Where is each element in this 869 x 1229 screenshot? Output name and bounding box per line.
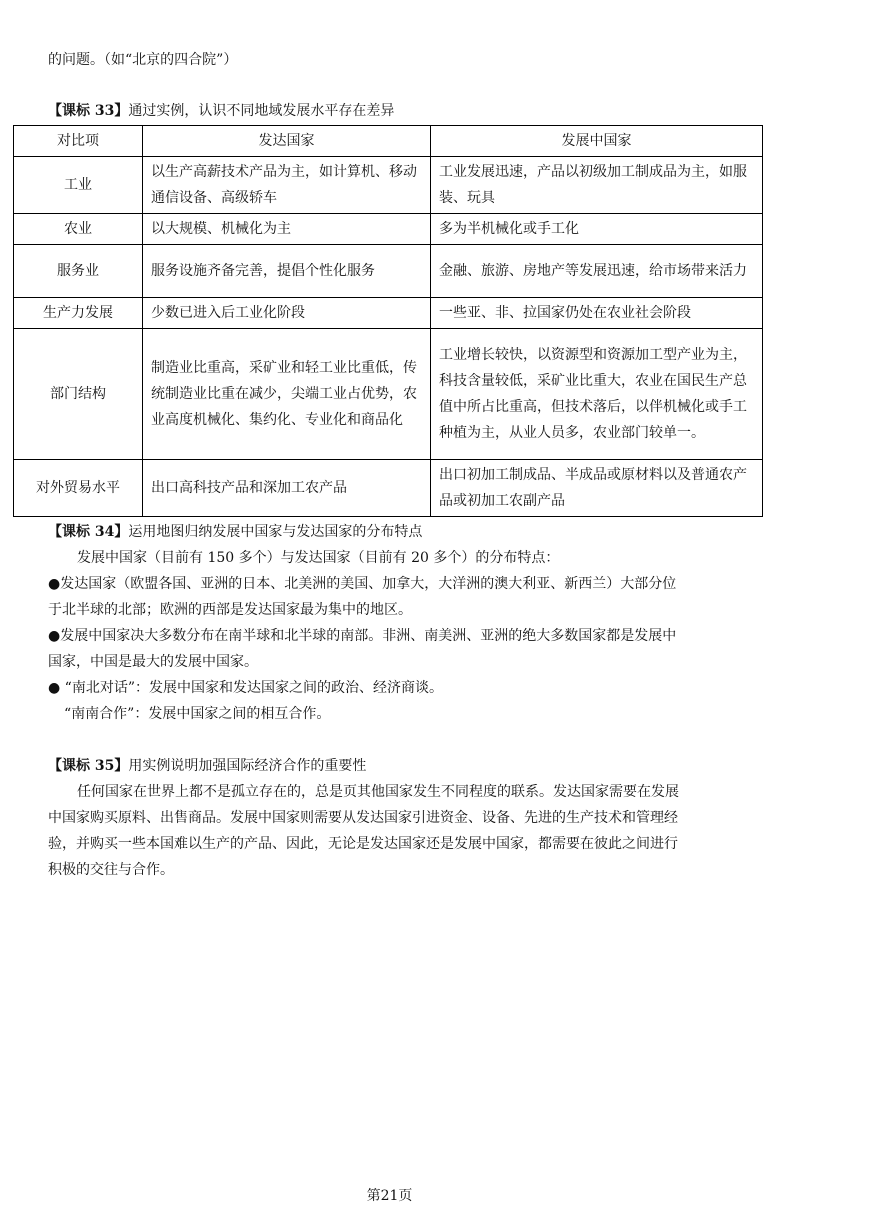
- section-33-label: 【课标 33】: [48, 103, 129, 119]
- section-35-heading: [48, 756, 366, 776]
- section-34-heading: [48, 522, 422, 542]
- table-row: [14, 245, 763, 298]
- table-cell: 工业: [14, 157, 143, 214]
- paragraph-line: 中国家购买原料、出售商品。发展中国家则需要从发达国家引进资金、设备、先进的生产技术和管理经: [48, 810, 678, 826]
- paragraph-line: ● “南北对话”：发展中国家和发达国家之间的政治、经济商谈。: [48, 680, 443, 696]
- table-cell: 部门结构: [14, 329, 143, 460]
- table-header: 发达国家: [143, 126, 431, 157]
- paragraph-line: ●发展中国家决大多数分布在南半球和北半球的南部。非洲、南美洲、亚洲的绝大多数国家都是发展中: [48, 628, 677, 644]
- table-cell: 以大规模、机械化为主: [143, 214, 431, 245]
- page-number: 第21页: [366, 1188, 413, 1204]
- paragraph-line: 积极的交往与合作。: [48, 862, 174, 878]
- table-cell: 服务设施齐备完善，提倡个性化服务: [143, 245, 431, 298]
- paragraph-line: ●发达国家（欧盟各国、亚洲的日本、北美洲的美国、加拿大，大洋洲的澳大利亚、新西兰）大部分位: [48, 576, 677, 592]
- table-cell: 生产力发展: [14, 298, 143, 329]
- section-33-heading: [48, 101, 394, 121]
- section-35-title: 用实例说明加强国际经济合作的重要性: [128, 758, 367, 774]
- paragraph-line: 验，并购买一些本国难以生产的产品、因此，无论是发达国家还是发展中国家，都需要在彼此之间进行: [48, 836, 678, 852]
- table-row: [14, 298, 763, 329]
- table-cell: 多为半机械化或手工化: [431, 214, 763, 245]
- table-header: 发展中国家: [431, 126, 763, 157]
- table-cell: 金融、旅游、房地产等发展迅速，给市场带来活力: [431, 245, 763, 298]
- table-row: [14, 460, 763, 517]
- comparison-table: [13, 125, 763, 517]
- table-cell: 服务业: [14, 245, 143, 298]
- section-33-title: 通过实例，认识不同地域发展水平存在差异: [128, 103, 395, 119]
- table-header: 对比项: [14, 126, 143, 157]
- paragraph-line: 发展中国家（目前有 150 多个）与发达国家（目前有 20 多个）的分布特点：: [77, 550, 560, 566]
- paragraph-line: 国家，中国是最大的发展中国家。: [48, 654, 258, 670]
- table-cell: 少数已进入后工业化阶段: [143, 298, 431, 329]
- table-row: [14, 157, 763, 214]
- table-cell: 出口高科技产品和深加工农产品: [143, 460, 431, 517]
- table-row: [14, 214, 763, 245]
- section-35-label: 【课标 35】: [48, 758, 129, 774]
- paragraph-line: 于北半球的北部；欧洲的西部是发达国家最为集中的地区。: [48, 602, 412, 618]
- table-cell: 对外贸易水平: [14, 460, 143, 517]
- paragraph-line: “南南合作”：发展中国家之间的相互合作。: [64, 706, 331, 722]
- table-row: [14, 329, 763, 460]
- table-cell: 出口初加工制成品、半成品或原材料以及普通农产品或初加工农副产品: [431, 460, 763, 517]
- section-34-label: 【课标 34】: [48, 524, 129, 540]
- table-cell: 一些亚、非、拉国家仍处在农业社会阶段: [431, 298, 763, 329]
- table-cell: 工业增长较快，以资源型和资源加工型产业为主，科技含量较低，采矿业比重大，农业在国民生产总值中所占比重高，但技术落后，以伴机械化或手工种植为主，从业人员多，农业部门较单一。: [431, 329, 763, 460]
- table-cell: 工业发展迅速，产品以初级加工制成品为主，如服装、玩具: [431, 157, 763, 214]
- table-cell: 农业: [14, 214, 143, 245]
- paragraph-line: 任何国家在世界上都不是孤立存在的，总是页其他国家发生不同程度的联系。发达国家需要在发展: [77, 784, 679, 800]
- table-header-row: [14, 126, 763, 157]
- table-cell: 制造业比重高，采矿业和轻工业比重低，传统制造业比重在减少，尖端工业占优势，农业高度机械化、集约化、专业化和商品化: [143, 329, 431, 460]
- table-cell: 以生产高薪技术产品为主，如计算机、移动通信设备、高级轿车: [143, 157, 431, 214]
- intro-text: 的问题。（如“北京的四合院”）: [48, 52, 238, 68]
- section-34-title: 运用地图归纳发展中国家与发达国家的分布特点: [128, 524, 423, 540]
